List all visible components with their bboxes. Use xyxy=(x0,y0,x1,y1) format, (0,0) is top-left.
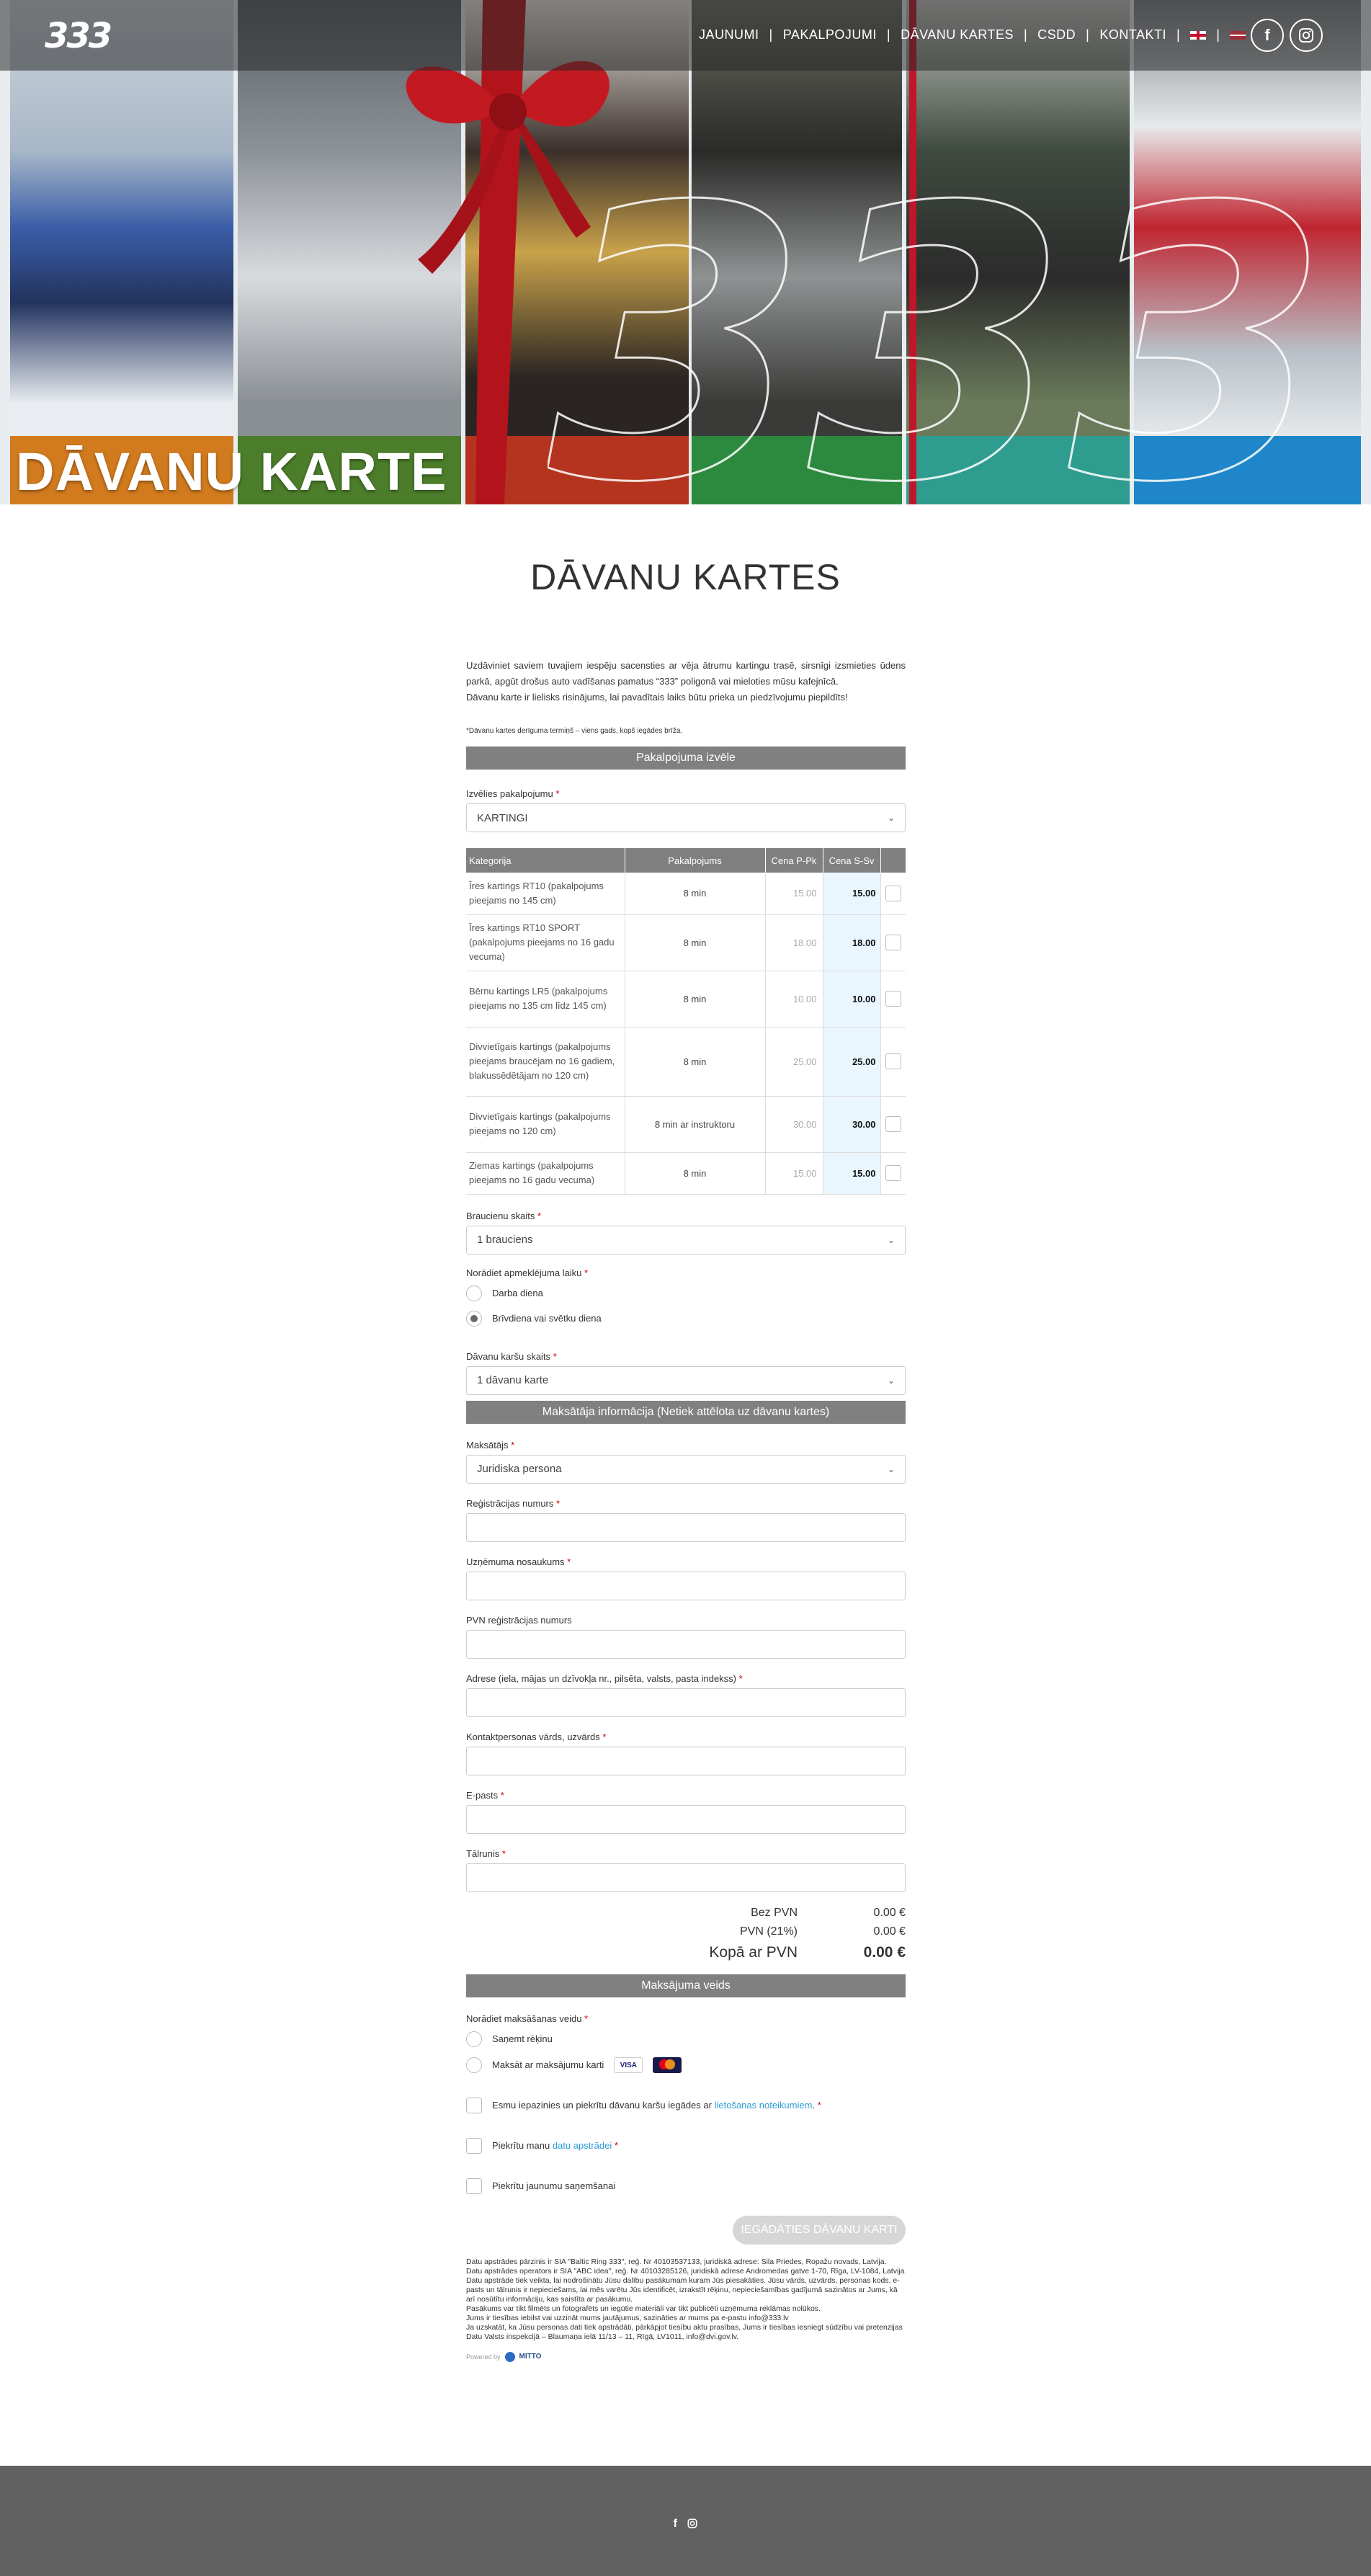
chevron-down-icon: ⌄ xyxy=(887,1234,895,1245)
row-price-weekday: 15.00 xyxy=(765,1152,823,1194)
legal-line: Pasākums var tikt filmēts un fotografēts un iegūtie materiāli var tikt publicēti uzņēmuma reklāmas nolūkos. xyxy=(466,2304,821,2313)
chevron-down-icon: ⌄ xyxy=(887,1375,895,1386)
main-nav xyxy=(699,27,1246,43)
top-bar xyxy=(0,0,1371,71)
watermark-333-icon xyxy=(548,173,1340,504)
nav-kontakti[interactable]: KONTAKTI xyxy=(1099,27,1167,42)
vat-label: PVN (21%) xyxy=(739,1925,798,1938)
field-label: Reģistrācijas numurs * xyxy=(466,1497,561,1509)
visit-time-weekend[interactable]: Brīvdiena vai svētku diena xyxy=(466,1308,906,1329)
radio-button[interactable] xyxy=(466,2031,482,2047)
phone-input[interactable] xyxy=(466,1863,906,1892)
table-row[interactable] xyxy=(466,971,906,1027)
row-price-weekday: 18.00 xyxy=(765,914,823,971)
row-checkbox[interactable] xyxy=(885,1053,901,1069)
chevron-down-icon: ⌄ xyxy=(887,1463,895,1474)
hero-banner xyxy=(0,0,1371,504)
table-row[interactable] xyxy=(466,1027,906,1096)
row-duration: 8 min xyxy=(625,914,765,971)
row-duration: 8 min xyxy=(625,1027,765,1096)
mitto-logo-icon xyxy=(505,2352,515,2362)
row-price-weekday: 30.00 xyxy=(765,1096,823,1152)
total-label: Kopā ar PVN xyxy=(709,1943,798,1961)
nav-separator: | xyxy=(1216,27,1220,42)
column-header: Kategorija xyxy=(466,848,625,873)
english-flag-icon[interactable] xyxy=(1190,31,1206,40)
table-row[interactable] xyxy=(466,1096,906,1152)
legal-text xyxy=(466,2258,906,2342)
row-category: Īres kartings RT10 (pakalpojums pieejams no 145 cm) xyxy=(466,873,625,914)
net-value: 0.00 € xyxy=(873,1906,906,1919)
row-price-weekday: 10.00 xyxy=(765,971,823,1027)
radio-button[interactable] xyxy=(466,1285,482,1301)
terms-checkbox[interactable] xyxy=(466,2098,482,2113)
payment-method-label: Norādiet maksāšanas veidu * xyxy=(466,2013,589,2024)
field-label: E-pasts * xyxy=(466,1789,504,1801)
totals xyxy=(466,1907,906,1961)
row-price-weekday: 25.00 xyxy=(765,1027,823,1096)
instagram-icon[interactable] xyxy=(687,2518,697,2530)
data-processing-link[interactable]: datu apstrādei xyxy=(552,2140,612,2151)
row-duration: 8 min xyxy=(625,873,765,914)
field-label: Tālrunis * xyxy=(466,1848,506,1859)
latvian-flag-icon[interactable] xyxy=(1230,31,1246,40)
row-category: Īres kartings RT10 SPORT (pakalpojums pieejams no 16 gadu vecuma) xyxy=(466,914,625,971)
agree-news[interactable]: Piekrītu jaunumu saņemšanai xyxy=(466,2175,906,2197)
row-checkbox[interactable] xyxy=(885,886,901,901)
payment-section-header: Maksājuma veids xyxy=(466,1974,906,1997)
field-label: Uzņēmuma nosaukums * xyxy=(466,1556,571,1567)
row-category: Ziemas kartings (pakalpojums pieejams no 16 gadu vecuma) xyxy=(466,1152,625,1194)
row-price-weekend: 30.00 xyxy=(823,1096,880,1152)
radio-button[interactable] xyxy=(466,1311,482,1327)
contact-name-input[interactable] xyxy=(466,1747,906,1775)
legal-line: Datu apstrāde tiek veikta, lai nodrošinātu Jūsu dalību pasākumam kuram Jūs piesakāties. Jūsu vārds, uzvārds, personas kods, e-pasts un tālrunis ir nepieciešams, lai mēs varētu Jūs identificēt, izrakstīt rēķinu, nepieciešamības gadījumā sazinātos ar Jums, kā arī nosūtītu informāciju, kas saistīta ar pasākumu. xyxy=(466,2276,900,2304)
powered-by[interactable]: Powered by MITTO xyxy=(466,2353,542,2361)
nav-pakalpojumi[interactable]: PAKALPOJUMI xyxy=(782,27,877,42)
gift-card-form xyxy=(466,658,906,2362)
service-section-header: Pakalpojuma izvēle xyxy=(466,746,906,770)
rides-label: Braucienu skaits * xyxy=(466,1210,542,1221)
vat-number-input[interactable] xyxy=(466,1630,906,1659)
mastercard-icon xyxy=(653,2057,682,2073)
chevron-down-icon: ⌄ xyxy=(887,813,895,823)
column-header xyxy=(880,848,906,873)
hero-title: DĀVANU KARTE xyxy=(16,442,447,502)
email-input[interactable] xyxy=(466,1805,906,1834)
row-price-weekday: 15.00 xyxy=(765,873,823,914)
total-value: 0.00 € xyxy=(863,1943,906,1961)
nav-csdd[interactable]: CSDD xyxy=(1037,27,1076,42)
row-price-weekend: 18.00 xyxy=(823,914,880,971)
cards-count-label: Dāvanu karšu skaits * xyxy=(466,1350,557,1362)
row-price-weekend: 15.00 xyxy=(823,1152,880,1194)
service-table xyxy=(466,848,906,1195)
company-name-input[interactable] xyxy=(466,1572,906,1600)
visa-icon: VISA xyxy=(614,2057,643,2073)
news-checkbox[interactable] xyxy=(466,2178,482,2194)
row-duration: 8 min xyxy=(625,1152,765,1194)
row-duration: 8 min ar instruktoru xyxy=(625,1096,765,1152)
data-checkbox[interactable] xyxy=(466,2138,482,2154)
row-checkbox[interactable] xyxy=(885,1116,901,1132)
payer-type-label: Maksātājs * xyxy=(466,1439,515,1450)
net-label: Bez PVN xyxy=(751,1906,798,1919)
buy-gift-card-button[interactable]: IEGĀDĀTIES DĀVANU KARTI xyxy=(733,2216,906,2245)
service-select-label: Izvēlies pakalpojumu * xyxy=(466,788,560,799)
field-label: PVN reģistrācijas numurs xyxy=(466,1614,572,1626)
logo[interactable]: 333 xyxy=(45,16,111,56)
row-price-weekend: 25.00 xyxy=(823,1027,880,1096)
legal-line: Datu apstrādes pārzinis ir SIA "Baltic Ring 333", reģ. Nr 40103537133, juridiskā adrese: Sila Priedes, Ropažu novads, Latvija. xyxy=(466,2257,887,2266)
validity-note: *Dāvanu kartes derīguma termiņš – viens gads, kopš iegādes brīža. xyxy=(466,727,683,735)
facebook-icon[interactable]: f xyxy=(1251,19,1284,52)
nav-separator: | xyxy=(886,27,891,42)
field-label: Kontaktpersonas vārds, uzvārds * xyxy=(466,1731,607,1742)
legal-line: Datu apstrādes operators ir SIA "ABC idea", reģ. Nr 40103285126, juridiskā adrese Andromedas gatve 1-70, Rīga, LV-1084, Latvija xyxy=(466,2266,905,2276)
row-category: Divvietīgais kartings (pakalpojums pieejams no 120 cm) xyxy=(466,1096,625,1152)
footer xyxy=(0,2466,1371,2576)
legal-line: Jums ir tiesības iebilst vai uzzināt mums jautājumus, sazināties ar mums pa e-pastu info@333.lv xyxy=(466,2313,789,2322)
vat-value: 0.00 € xyxy=(873,1925,906,1938)
row-category: Divvietīgais kartings (pakalpojums pieejams braucējam no 16 gadiem, blakussēdētājam no 120 cm) xyxy=(466,1027,625,1096)
rides-select[interactable]: 1 brauciens ⌄ xyxy=(466,1226,906,1254)
column-header: Cena P-Pk xyxy=(765,848,823,873)
instagram-icon[interactable] xyxy=(1290,19,1323,52)
nav-davanu-kartes[interactable]: DĀVANU KARTES xyxy=(901,27,1014,42)
row-checkbox[interactable] xyxy=(885,1165,901,1181)
row-checkbox[interactable] xyxy=(885,991,901,1007)
row-checkbox[interactable] xyxy=(885,935,901,950)
visit-time-label: Norādiet apmeklējuma laiku * xyxy=(466,1267,589,1278)
agree-terms[interactable]: Esmu iepazinies un piekrītu dāvanu karšu iegādes ar lietošanas noteikumiem. * xyxy=(466,2095,906,2116)
legal-line: Ja uzskatāt, ka Jūsu personas dati tiek apstrādāti, pārkāpjot tiesību aktu prasības, Jums ir tiesības iesniegt sūdzību vai pretenzijas Datu Valsts inspekcijā – Blaumaņa ielā 11/13 – 11, Rīgā, LV1011, info@dvi.gov.lv. xyxy=(466,2322,903,2341)
intro-text: Dāvanu karte ir lielisks risinājums, lai pavadītais laiks būtu prieka un piedzīvojumu piepildīts! xyxy=(466,692,848,703)
footer-social xyxy=(0,2518,1371,2531)
service-select[interactable]: KARTINGI ⌄ xyxy=(466,803,906,832)
hero-photo-snowmobile xyxy=(10,0,233,504)
column-header: Pakalpojums xyxy=(625,848,765,873)
field-label: Adrese (iela, mājas un dzīvokļa nr., pilsēta, valsts, pasta indekss) * xyxy=(466,1672,743,1684)
nav-separator: | xyxy=(769,27,773,42)
terms-link[interactable]: lietošanas noteikumiem xyxy=(714,2100,813,2111)
agree-data[interactable]: Piekrītu manu datu apstrādei * xyxy=(466,2135,906,2157)
page-title: DĀVANU KARTES xyxy=(530,557,841,597)
intro-text: Uzdāviniet saviem tuvajiem iespēju sacensties ar vēja ātrumu kartingu trasē, sirsnīgi izsmieties ūdens parkā, apgūt drošus auto vadīšanas pamatus “333” poligonā vai mieloties mūsu kafejnīcā. xyxy=(466,660,906,687)
row-category: Bērnu kartings LR5 (pakalpojums pieejams no 135 cm līdz 145 cm) xyxy=(466,971,625,1027)
table-row[interactable] xyxy=(466,1152,906,1194)
visit-time-weekday[interactable]: Darba diena xyxy=(466,1283,906,1304)
radio-button[interactable] xyxy=(466,2057,482,2073)
registration-number-input[interactable] xyxy=(466,1513,906,1542)
nav-separator: | xyxy=(1176,27,1181,42)
column-header: Cena S-Sv xyxy=(823,848,880,873)
row-duration: 8 min xyxy=(625,971,765,1027)
payer-type-select[interactable]: Juridiska persona ⌄ xyxy=(466,1455,906,1484)
nav-separator: | xyxy=(1086,27,1090,42)
table-row[interactable] xyxy=(466,914,906,971)
cards-count-select[interactable]: 1 dāvanu karte ⌄ xyxy=(466,1366,906,1395)
payment-card[interactable]: Maksāt ar maksājumu karti VISA xyxy=(466,2054,906,2076)
address-input[interactable] xyxy=(466,1688,906,1717)
svg-text:333: 333 xyxy=(548,173,1330,504)
facebook-icon[interactable]: f xyxy=(673,2518,677,2530)
row-price-weekend: 10.00 xyxy=(823,971,880,1027)
row-price-weekend: 15.00 xyxy=(823,873,880,914)
nav-jaunumi[interactable]: JAUNUMI xyxy=(699,27,759,42)
payment-invoice[interactable]: Saņemt rēķinu xyxy=(466,2028,906,2050)
nav-separator: | xyxy=(1023,27,1028,42)
table-row[interactable] xyxy=(466,873,906,914)
payer-section-header: Maksātāja informācija (Netiek attēlota uz dāvanu kartes) xyxy=(466,1401,906,1424)
